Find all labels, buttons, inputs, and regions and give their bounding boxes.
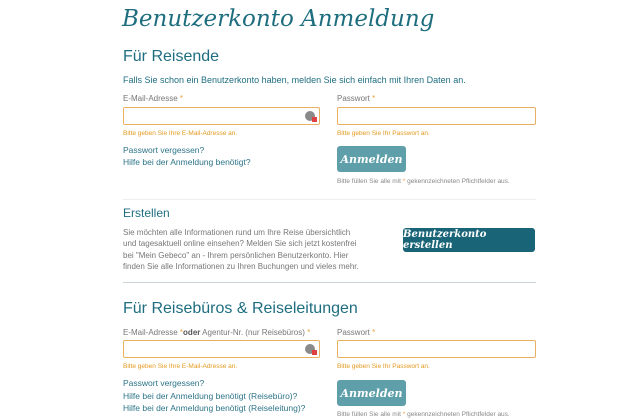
agency-login-button[interactable]: Anmelden <box>337 380 406 406</box>
agency-password-label: Passwort * <box>337 328 376 337</box>
agency-password-input[interactable] <box>337 340 536 358</box>
create-account-button[interactable]: Benutzerkonto erstellen <box>403 228 535 252</box>
forgot-password-link[interactable]: Passwort vergessen? <box>123 145 205 155</box>
agency-required-note: Bitte füllen Sie alle mit * gekennzeichneten Pflichtfelder aus. <box>337 411 510 418</box>
agencies-heading: Für Reisebüros & Reiseleitungen <box>123 300 358 317</box>
guide-help-link[interactable]: Hilfe bei der Anmeldung benötigt (Reiseleitung)? <box>123 403 306 413</box>
travelers-heading: Für Reisende <box>123 48 220 65</box>
divider <box>123 199 536 200</box>
email-error: Bitte geben Sie Ihre E-Mail-Adresse an. <box>123 130 238 137</box>
password-error: Bitte geben Sie Ihr Passwort an. <box>337 130 430 137</box>
password-label: Passwort * <box>337 94 376 103</box>
password-input[interactable] <box>337 107 536 125</box>
create-description: Sie möchten alle Informationen rund um Ihre Reise übersichtlich und tagesaktuell online einsehen? Melden Sie sich jetzt kostenfrei bei "Mein Gebeco" an - Ihrem persönlichen Benutzerkonto. Hier finden Sie alle Informationen zu Ihren Buchungen und vieles mehr. <box>123 228 359 271</box>
password-manager-icon[interactable] <box>305 111 315 121</box>
email-label: E-Mail-Adresse * <box>123 94 184 103</box>
page-title: Benutzerkonto Anmeldung <box>122 6 435 32</box>
password-manager-icon[interactable] <box>305 344 315 354</box>
agency-email-error: Bitte geben Sie Ihre E-Mail-Adresse an. <box>123 363 238 370</box>
travelers-intro: Falls Sie schon ein Benutzerkonto haben, melden Sie sich einfach mit Ihren Daten an. <box>123 75 466 85</box>
required-note: Bitte füllen Sie alle mit * gekennzeichneten Pflichtfelder aus. <box>337 178 510 185</box>
email-input[interactable] <box>123 107 320 125</box>
section-divider <box>123 282 536 283</box>
create-heading: Erstellen <box>123 206 170 220</box>
agency-help-link[interactable]: Hilfe bei der Anmeldung benötigt (Reisebüro)? <box>123 391 298 401</box>
login-button[interactable]: Anmelden <box>337 146 406 172</box>
agency-password-error: Bitte geben Sie Ihr Passwort an. <box>337 363 430 370</box>
agency-email-label: E-Mail-Adresse *oder Agentur-Nr. (nur Reisebüros) * <box>123 328 311 337</box>
agency-forgot-password-link[interactable]: Passwort vergessen? <box>123 378 205 388</box>
agency-email-input[interactable] <box>123 340 320 358</box>
login-help-link[interactable]: Hilfe bei der Anmeldung benötigt? <box>123 157 251 167</box>
